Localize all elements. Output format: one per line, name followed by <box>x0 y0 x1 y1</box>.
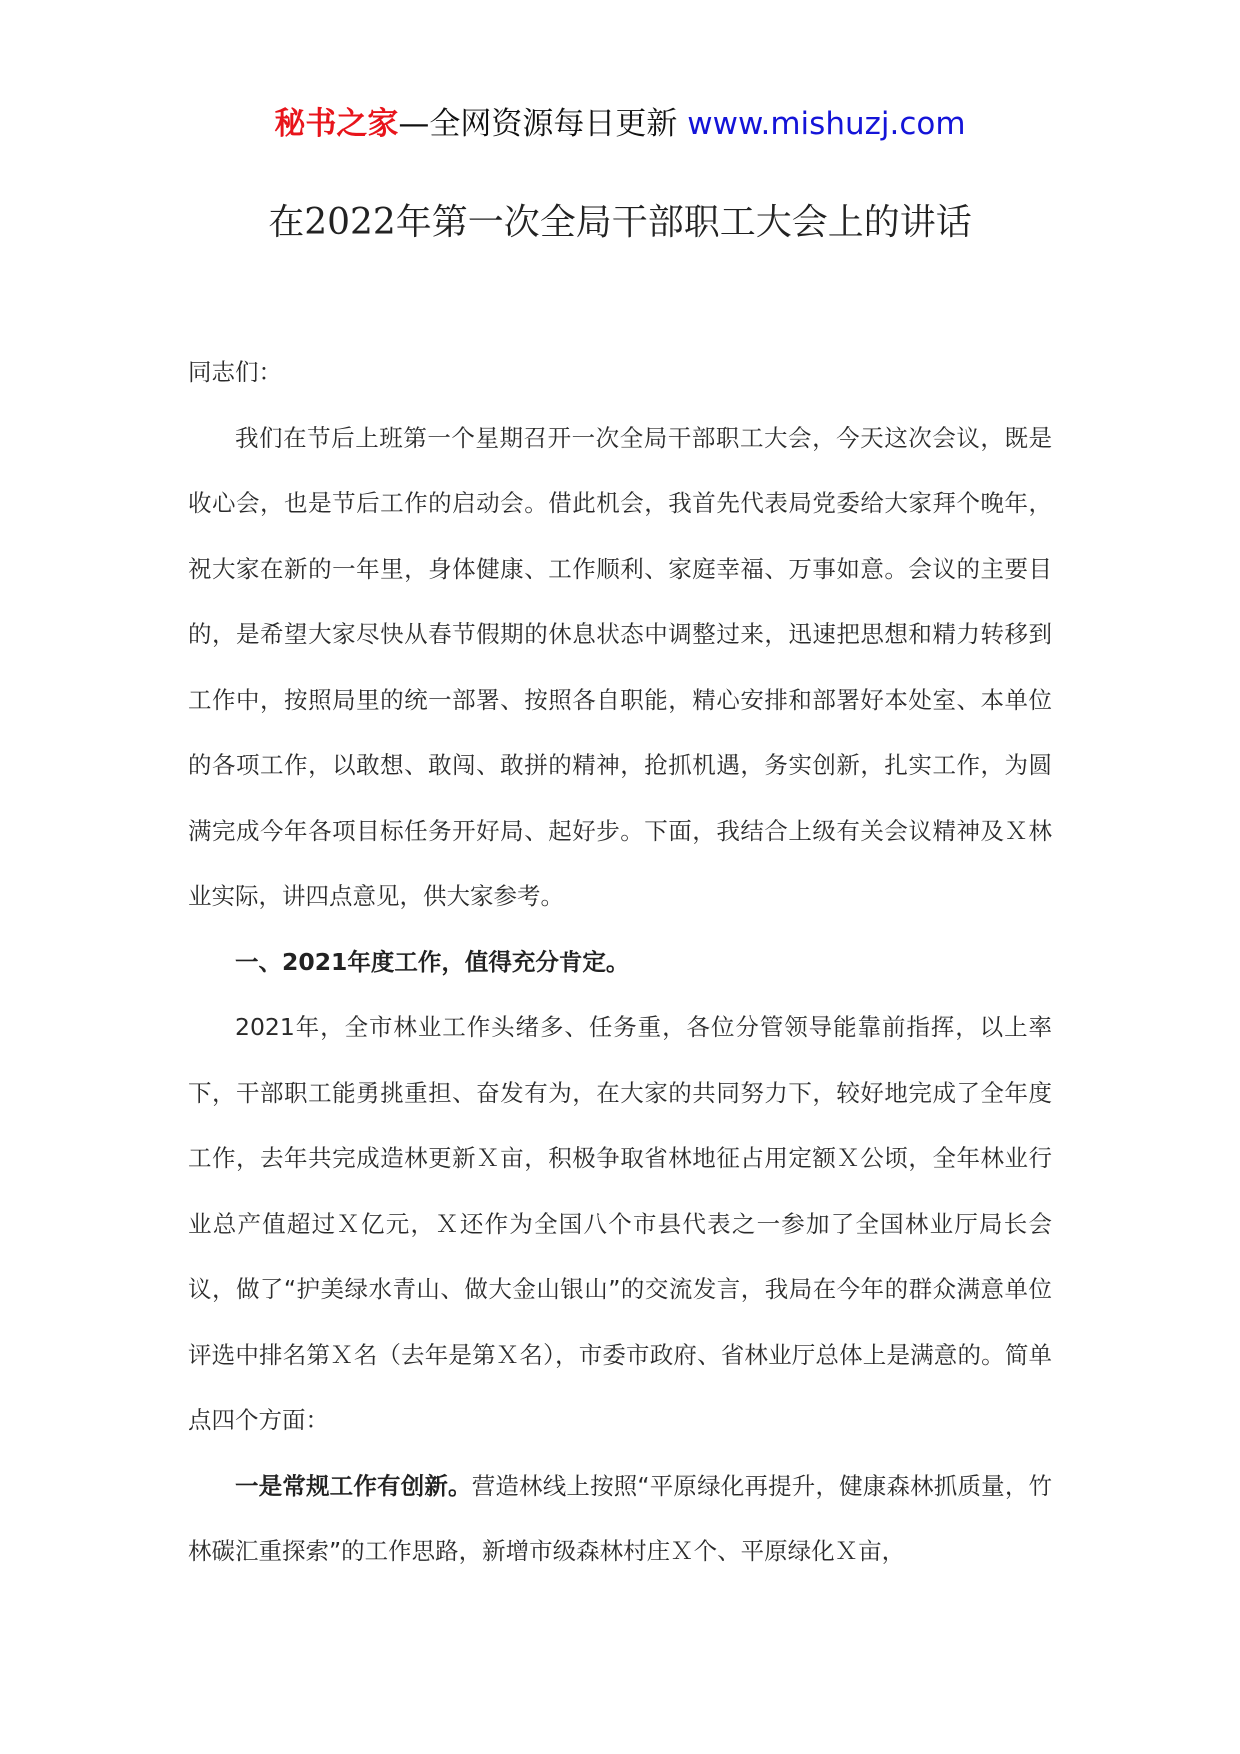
document-body <box>188 340 1052 1585</box>
paragraph-intro: 我们在节后上班第一个星期召开一次全局干部职工大会，今天这次会议，既是收心会，也是节后工作的启动会。借此机会，我首先代表局党委给大家拜个晚年，祝大家在新的一年里，身体健康、工作顺利、家庭幸福、万事如意。会议的主要目的，是希望大家尽快从春节假期的休息状态中调整过来，迅速把思想和精力转移到工作中，按照局里的统一部署、按照各自职能，精心安排和部署好本处室、本单位的各项工作，以敢想、敢闯、敢拼的精神，抢抓机遇，务实创新，扎实工作，为圆满完成今年各项目标任务开好局、起好步。下面，我结合上级有关会议精神及Ｘ林业实际，讲四点意见，供大家参考。 <box>188 423 1052 910</box>
site-tagline: —全网资源每日更新 <box>398 106 688 142</box>
site-header <box>0 100 1240 148</box>
point-1-lead: 一是常规工作有创新。 <box>235 1471 472 1500</box>
point-1-text: 营造林线上按照“平原绿化再提升，健康森林抓质量，竹林碳汇重探索”的工作思路，新增市级森林村庄Ｘ个、平原绿化Ｘ亩， <box>188 1471 1052 1565</box>
site-url-link[interactable]: www.mishuzj.com <box>687 106 966 142</box>
paragraph-point-1 <box>188 1454 1052 1585</box>
salutation: 同志们： <box>188 358 282 386</box>
site-brand: 秘书之家 <box>274 106 399 142</box>
section-heading-1: 一、2021年度工作，值得充分肯定。 <box>235 947 630 976</box>
paragraph-2021-review: 2021年，全市林业工作头绪多、任务重，各位分管领导能靠前指挥，以上率下，干部职工能勇挑重担、奋发有为，在大家的共同努力下，较好地完成了全年度工作，去年共完成造林更新Ｘ亩，积极争取省林地征占用定额Ｘ公顷，全年林业行业总产值超过Ｘ亿元，Ｘ还作为全国八个市县代表之一参加了全国林业厅局长会议，做了“护美绿水青山、做大金山银山”的交流发言，我局在今年的群众满意单位评选中排名第Ｘ名（去年是第Ｘ名），市委市政府、省林业厅总体上是满意的。简单点四个方面： <box>188 1013 1052 1434</box>
document-title: 在2022年第一次全局干部职工大会上的讲话 <box>268 202 972 243</box>
